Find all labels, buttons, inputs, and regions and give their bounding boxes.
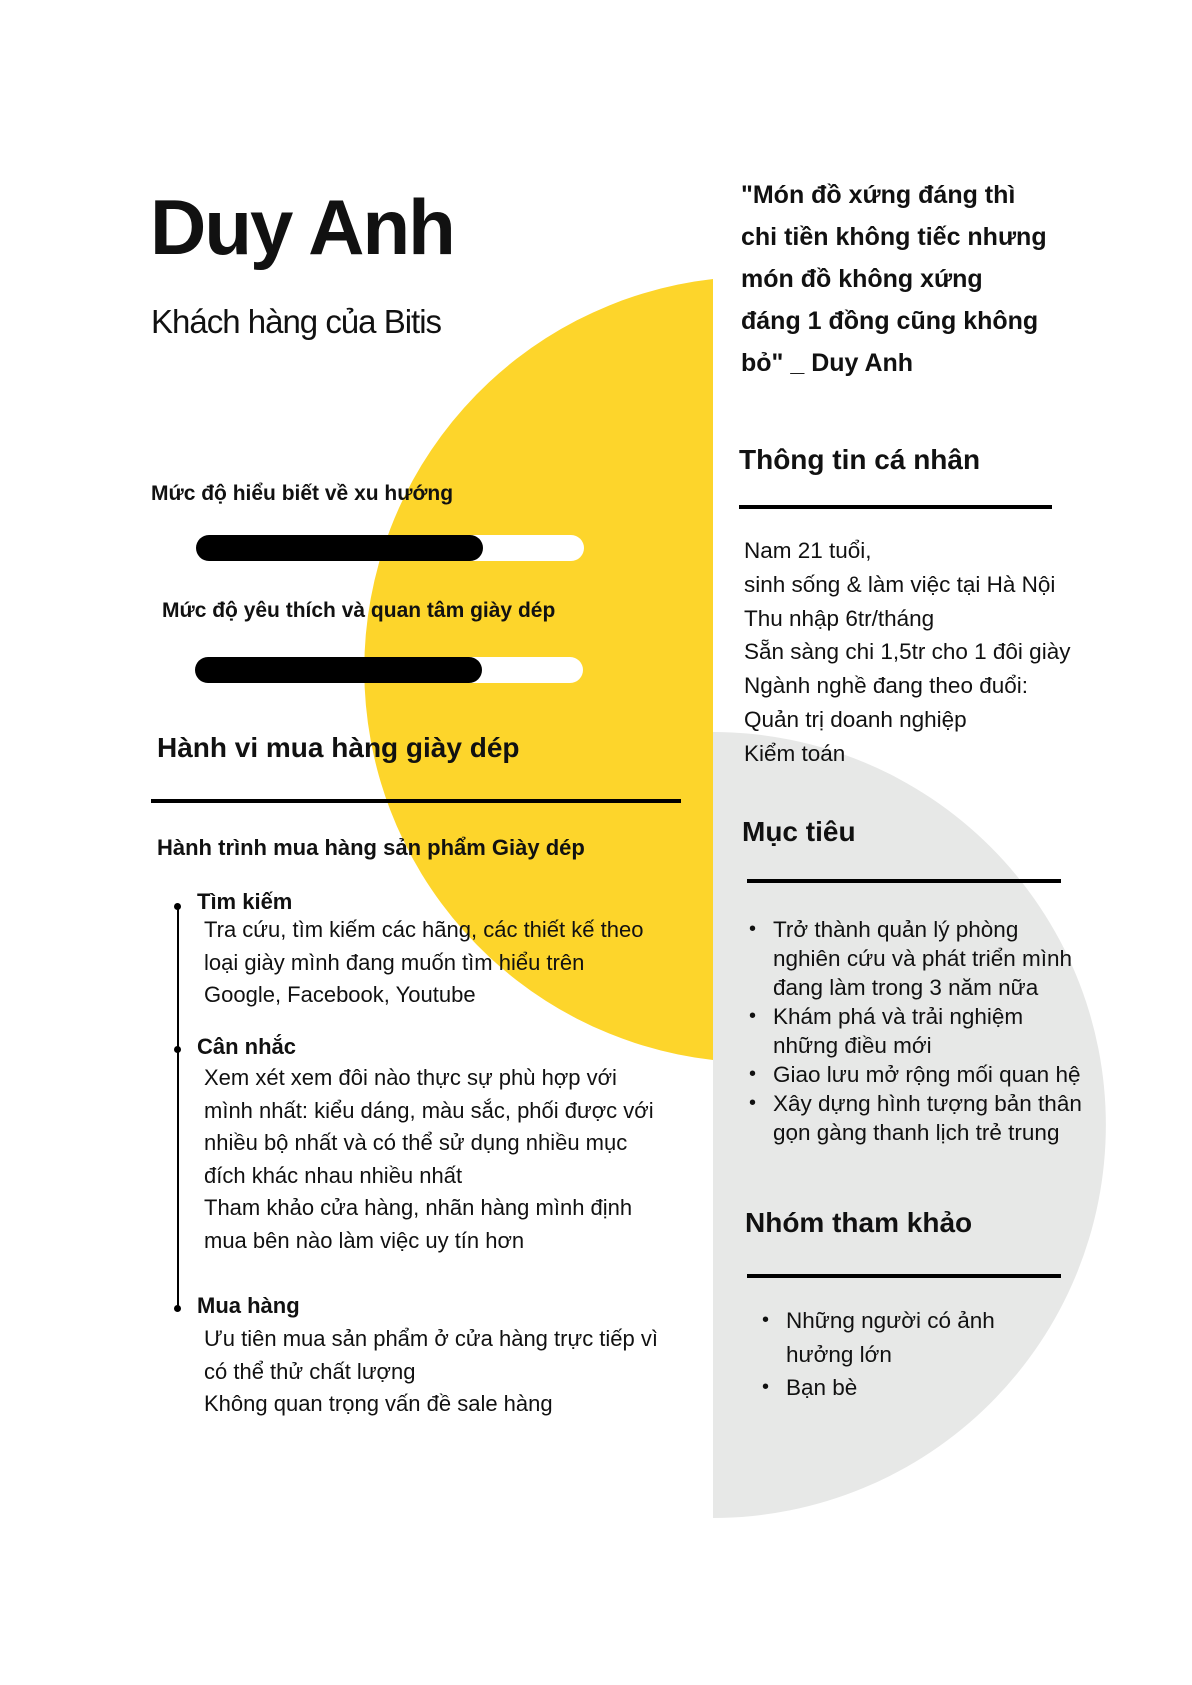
skill-bar-fill bbox=[195, 657, 482, 683]
journey-title: Hành trình mua hàng sản phẩm Giày dép bbox=[157, 835, 585, 860]
list-item: • Bạn bè bbox=[786, 1371, 995, 1405]
step-body-purchase: Ưu tiên mua sản phẩm ở cửa hàng trực tiếp vì có thể thử chất lượng Không quan trọng vấn đề sale hàng bbox=[204, 1326, 658, 1416]
persona-subtitle: Khách hàng của Bitis bbox=[151, 303, 442, 340]
skill-bar-fill bbox=[196, 535, 483, 561]
step-title-search: Tìm kiếm bbox=[197, 889, 293, 914]
list-item: • Trở thành quản lý phòng nghiên cứu và phát triển mình đang làm trong 3 năm nữa bbox=[773, 915, 1082, 1002]
personal-info-heading: Thông tin cá nhân bbox=[739, 444, 981, 475]
skill-label-footwear-interest: Mức độ yêu thích và quan tâm giày dép bbox=[162, 599, 556, 622]
step-title-consider: Cân nhắc bbox=[197, 1034, 297, 1059]
personal-info-divider bbox=[739, 505, 1052, 509]
list-item: • Khám phá và trải nghiệm những điều mới bbox=[773, 1002, 1082, 1060]
reference-group-list bbox=[760, 1304, 995, 1405]
reference-group-divider bbox=[747, 1274, 1061, 1278]
list-item: • Giao lưu mở rộng mối quan hệ bbox=[773, 1060, 1082, 1089]
step-body-search: Tra cứu, tìm kiếm các hãng, các thiết kế theo loại giày mình đang muốn tìm hiểu trên Google, Facebook, Youtube bbox=[204, 917, 644, 1007]
step-title-purchase: Mua hàng bbox=[197, 1293, 300, 1318]
list-item: • Xây dựng hình tượng bản thân gọn gàng thanh lịch trẻ trung bbox=[773, 1089, 1082, 1147]
skill-bar-footwear-interest bbox=[195, 657, 583, 683]
timeline-line bbox=[177, 904, 179, 1309]
personal-info-list: Nam 21 tuổi, sinh sống & làm việc tại Hà Nội Thu nhập 6tr/tháng Sẵn sàng chi 1,5tr cho 1 đôi giày Ngành nghề đang theo đuổi: Quản trị doanh nghiệp Kiểm toán bbox=[744, 538, 1071, 766]
timeline-dot bbox=[174, 1046, 181, 1053]
reference-group-heading: Nhóm tham khảo bbox=[745, 1207, 973, 1238]
timeline-dot bbox=[174, 903, 181, 910]
goals-divider bbox=[747, 879, 1061, 883]
skill-label-trends: Mức độ hiểu biết về xu hướng bbox=[151, 482, 454, 505]
step-body-consider: Xem xét xem đôi nào thực sự phù hợp với mình nhất: kiểu dáng, màu sắc, phối được với nhiều bộ nhất và có thể sử dụng nhiều mục đích khác nhau nhiều nhất Tham khảo cửa hàng, nhãn hàng mình định mua bên nào làm việc uy tín hơn bbox=[204, 1065, 654, 1253]
behavior-divider bbox=[151, 799, 681, 803]
persona-name: Duy Anh bbox=[150, 183, 454, 271]
skill-bar-trends bbox=[196, 535, 584, 561]
persona-quote: "Món đồ xứng đáng thì chi tiền không tiếc nhưng món đồ không xứng đáng 1 đồng cũng không bỏ" _ Duy Anh bbox=[741, 181, 1047, 377]
goals-heading: Mục tiêu bbox=[742, 816, 856, 847]
behavior-heading: Hành vi mua hàng giày dép bbox=[157, 732, 520, 763]
list-item: • Những người có ảnh hưởng lớn bbox=[786, 1304, 995, 1371]
goals-list bbox=[747, 915, 1082, 1147]
timeline-dot bbox=[174, 1305, 181, 1312]
